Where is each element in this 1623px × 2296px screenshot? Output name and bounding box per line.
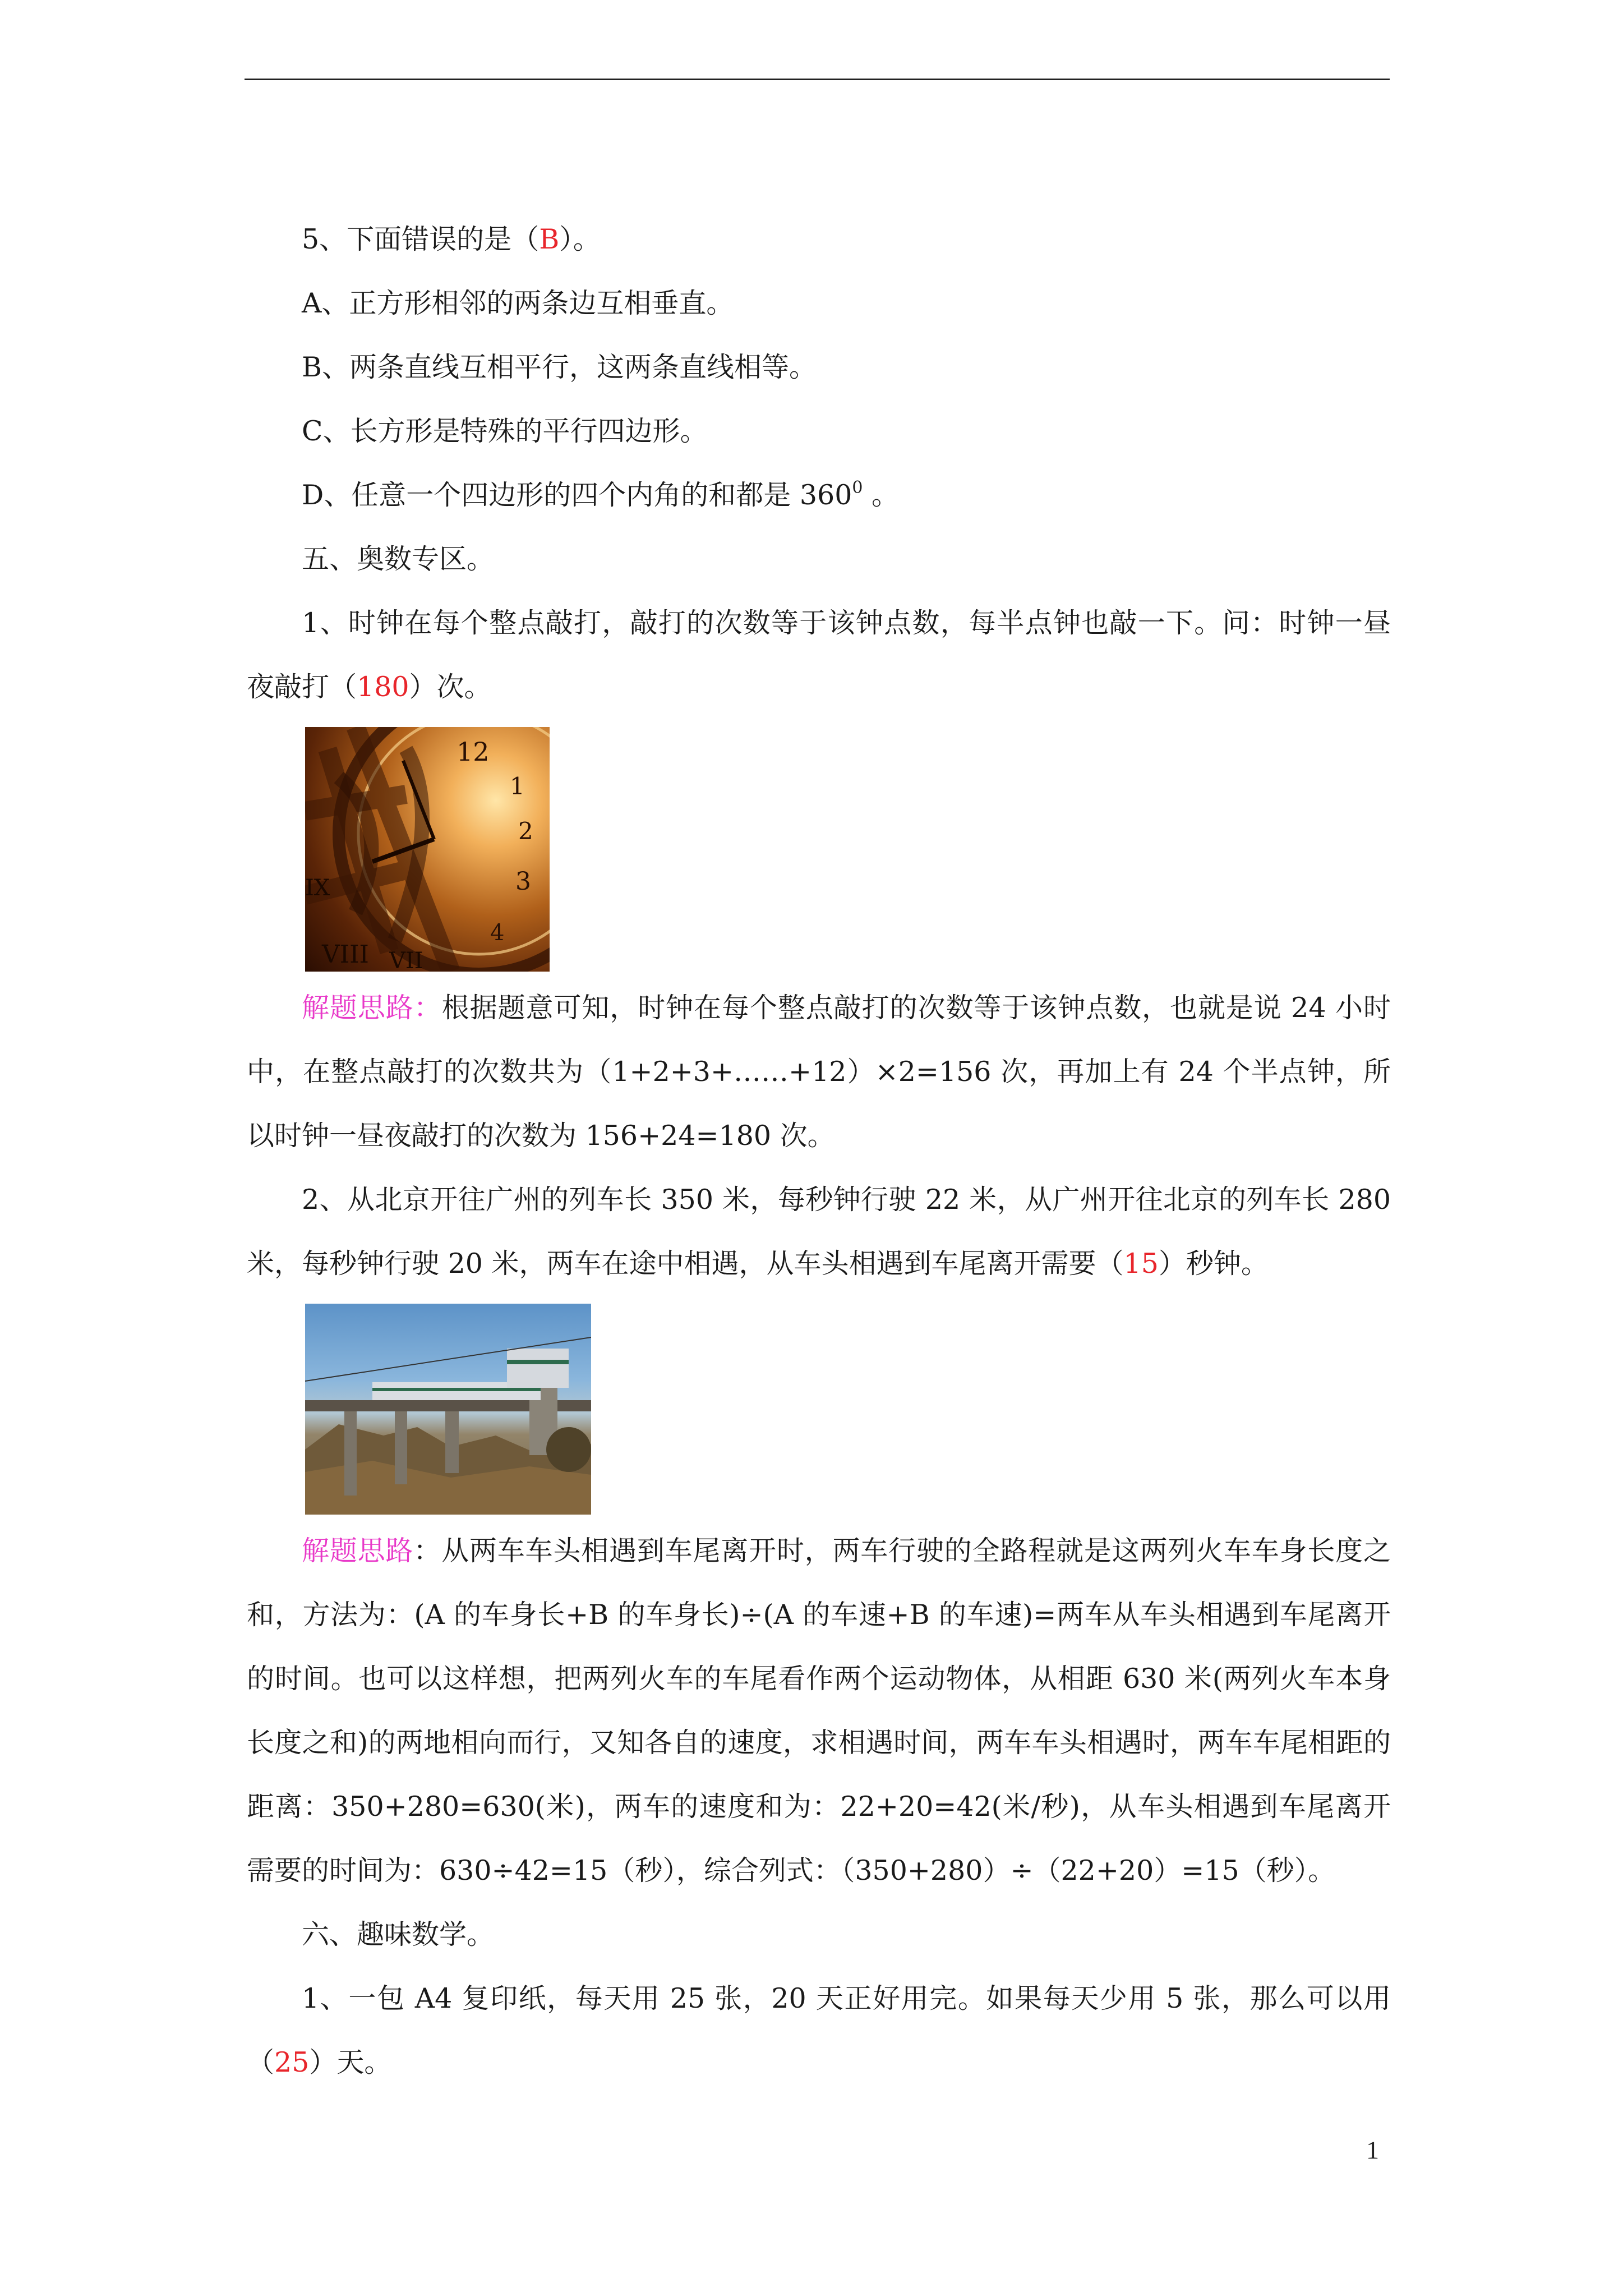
s5-q1-hint — [247, 976, 1391, 1168]
s5-q1-hint-label: 解题思路： — [302, 992, 442, 1024]
page-number: 1 — [1366, 2136, 1379, 2164]
s5-q1-text — [247, 591, 1391, 719]
s5-q2-end: ）秒钟。 — [1158, 1248, 1269, 1280]
s5-q1-question: 1、时钟在每个整点敲打，敲打的次数等于该钟点数，每半点钟也敲一下。问：时钟一昼夜敲打（ — [247, 607, 1391, 703]
train-bridge-photo-icon — [305, 1304, 591, 1515]
degree-superscript: 0 — [852, 478, 863, 498]
q5-stem-end: ）。 — [559, 223, 601, 255]
svg-text:4: 4 — [490, 920, 505, 946]
s5-q2-answer: 15 — [1123, 1248, 1159, 1280]
q5-option-d-text: D、任意一个四边形的四个内角的和都是 360 — [302, 479, 852, 511]
svg-text:VII: VII — [389, 948, 423, 972]
q5-option-d — [247, 463, 1391, 527]
s5-q2-hint-colon: ： — [413, 1535, 442, 1567]
s5-q1-answer: 180 — [357, 671, 409, 703]
s6-q1-text — [247, 1967, 1391, 2095]
section6-heading: 六、趣味数学。 — [302, 1918, 495, 1950]
s5-q2-hint-text: 从两车车头相遇到车尾离开时，两车行驶的全路程就是这两列火车车身长度之和，方法为：(A 的车身长+B 的车身长)÷(A 的车速+B 的车速)=两车从车头相遇到车尾离开的时间。也可以这样想，把两列火车的车尾看作两个运动物体，从相距 630 米(两列火车本身长度之和)的两地相向而行，又知各自的速度，求相遇时间，两车车头相遇时，两车车尾相距的距离：350+280=630(米)，两车的速度和为：22+20=42(米/秒)，从车头相遇到车尾离开需要的时间为：630÷42=15（秒），综合列式：（350+280）÷（22+20）=15（秒）。 — [247, 1535, 1391, 1887]
svg-text:VIII: VIII — [322, 940, 369, 969]
s5-q1-end: ）次。 — [409, 671, 492, 703]
s5-q2-hint-label: 解题思路 — [302, 1535, 414, 1567]
s5-q1-hint-text: 根据题意可知，时钟在每个整点敲打的次数等于该钟点数，也就是说 24 小时中，在整点敲打的次数共为（1+2+3+……+12）×2=156 次，再加上有 24 个半点钟，所以时钟一昼夜敲打的次数为 156+24=180 次。 — [247, 992, 1391, 1152]
document-body — [247, 208, 1391, 2095]
q5-answer: B — [539, 223, 560, 255]
section5-heading: 五、奥数专区。 — [302, 543, 495, 575]
q5-option-b: B、两条直线互相平行，这两条直线相等。 — [302, 351, 817, 383]
q5-option-d-end: 。 — [863, 479, 900, 511]
svg-text:1: 1 — [510, 772, 525, 800]
train-image-wrapper — [305, 1304, 1391, 1515]
header-rule — [245, 79, 1390, 80]
q5-stem — [247, 208, 1391, 272]
q5-option-c: C、长方形是特殊的平行四边形。 — [302, 415, 708, 447]
s5-q2-hint — [247, 1519, 1391, 1903]
s6-q1-answer: 25 — [274, 2046, 310, 2078]
svg-text:IX: IX — [305, 875, 330, 901]
q5-option-a: A、正方形相邻的两条边互相垂直。 — [302, 287, 734, 319]
svg-text:2: 2 — [518, 817, 533, 845]
svg-text:3: 3 — [515, 867, 531, 896]
clock-image-wrapper — [305, 727, 1391, 972]
q5-stem-text: 5、下面错误的是（ — [302, 223, 540, 255]
svg-text:12: 12 — [457, 737, 490, 767]
s6-q1-question: 1、一包 A4 复印纸，每天用 25 张，20 天正好用完。如果每天少用 5 张，那么可以用（ — [247, 1982, 1391, 2078]
clock-photo-icon — [305, 727, 550, 972]
s5-q2-text — [247, 1168, 1391, 1296]
s5-q2-question: 2、从北京开往广州的列车长 350 米，每秒钟行驶 22 米，从广州开往北京的列车长 280 米，每秒钟行驶 20 米，两车在途中相遇，从车头相遇到车尾离开需要（ — [247, 1184, 1391, 1280]
s6-q1-end: ）天。 — [309, 2046, 392, 2078]
